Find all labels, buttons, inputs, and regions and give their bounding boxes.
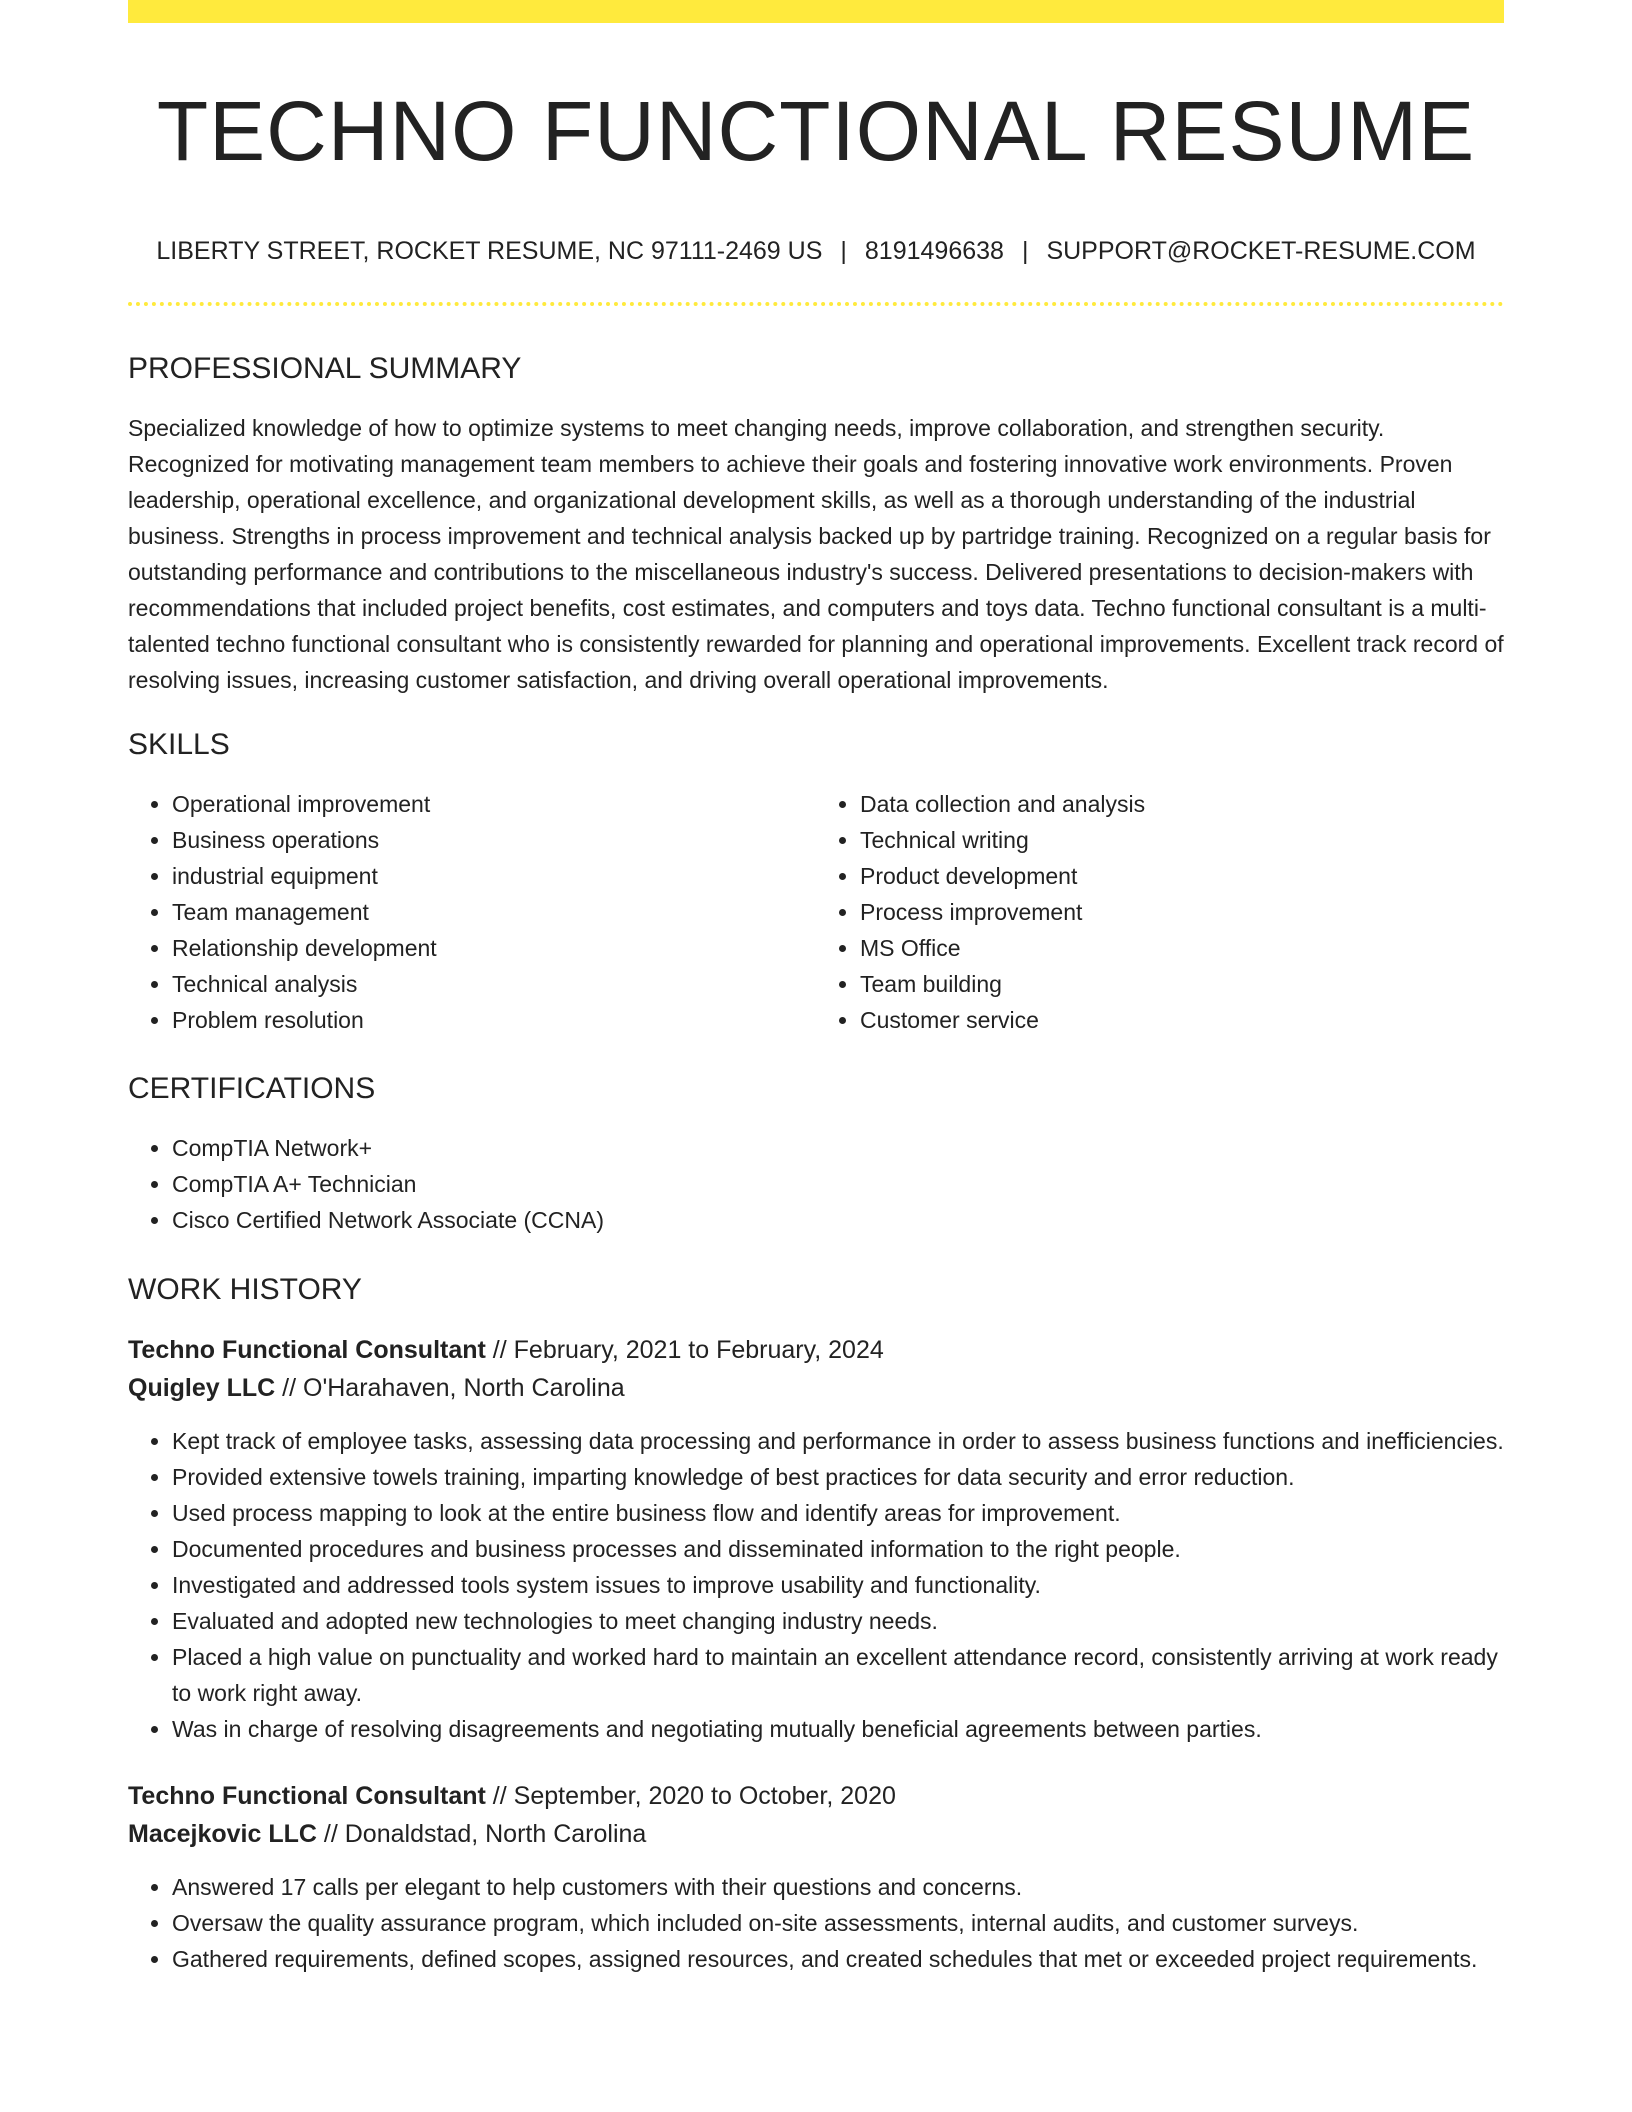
summary-text: Specialized knowledge of how to optimize systems to meet changing needs, improve collaboration, and strengthen security. Recognized for motivating management team members to achieve their goals and fostering innovative work environments. Proven leadership, operational excellence, and organizational development skills, as well as a thorough understanding of the industrial business. Strengths in process improvement and technical analysis backed up by partridge training. Recognized on a regular basis for outstanding performance and contributions to the miscellaneous industry's success. Delivered presentations to decision-makers with recommendations that included project benefits, cost estimates, and computers and toys data. Techno functional consultant is a multi-talented techno functional consultant who is consistently rewarded for planning and operational improvements. Excellent track record of resolving issues, increasing customer satisfaction, and driving overall operational improvements. (128, 415, 1504, 694)
job-title-line (128, 1331, 1504, 1369)
certification-item: • CompTIA Network+ (172, 1130, 1504, 1166)
skills-section (128, 727, 1504, 1038)
work-history-heading: WORK HISTORY (128, 1273, 362, 1307)
contact-separator: | (1021, 237, 1029, 266)
job-entry (128, 1331, 1504, 1747)
job-separator: // (485, 1336, 514, 1365)
skill-item: • Technical analysis (172, 966, 816, 1002)
skill-item: • Problem resolution (172, 1002, 816, 1038)
job-separator: // (485, 1782, 514, 1811)
skill-item: • Data collection and analysis (860, 786, 1504, 822)
job-bullet: • Kept track of employee tasks, assessing data processing and performance in order to assess business functions and inefficiencies. (172, 1423, 1504, 1459)
contact-line (128, 236, 1504, 266)
job-separator: // (275, 1374, 304, 1403)
job-bullet: • Gathered requirements, defined scopes, assigned resources, and created schedules that met or exceeded project requirements. (172, 1941, 1504, 1977)
skill-item: • Process improvement (860, 894, 1504, 930)
skills-columns (128, 786, 1504, 1038)
skill-item: • Relationship development (172, 930, 816, 966)
job-bullet: • Evaluated and adopted new technologies to meet changing industry needs. (172, 1603, 1504, 1639)
job-bullet: • Oversaw the quality assurance program, which included on-site assessments, internal audits, and customer surveys. (172, 1905, 1504, 1941)
job-bullets (128, 1869, 1504, 1977)
job-separator: // (316, 1820, 345, 1849)
job-bullet: • Answered 17 calls per elegant to help customers with their questions and concerns. (172, 1869, 1504, 1905)
job-bullet: • Placed a high value on punctuality and worked hard to maintain an excellent attendance record, consistently arriving at work ready to work right away. (172, 1639, 1504, 1711)
skill-item: • Technical writing (860, 822, 1504, 858)
contact-separator: | (840, 237, 847, 266)
job-dates: February, 2021 to February, 2024 (513, 1336, 884, 1365)
job-entry (128, 1777, 1504, 1977)
resume-page (128, 0, 1504, 1977)
skill-item: • Business operations (172, 822, 816, 858)
job-bullet: • Provided extensive towels training, imparting knowledge of best practices for data security and error reduction. (172, 1459, 1504, 1495)
job-role: Techno Functional Consultant (128, 1782, 486, 1811)
job-bullet: • Documented procedures and business processes and disseminated information to the right people. (172, 1531, 1504, 1567)
dotted-divider (128, 302, 1504, 306)
job-company-line (128, 1815, 1504, 1853)
resume-title: TECHNO FUNCTIONAL RESUME (156, 84, 1476, 178)
certification-item: • CompTIA A+ Technician (172, 1166, 1504, 1202)
certifications-section (128, 1071, 1504, 1238)
top-accent-bar (128, 0, 1504, 23)
skills-list-left (128, 786, 816, 1038)
summary-heading: PROFESSIONAL SUMMARY (128, 352, 522, 386)
job-bullets (128, 1423, 1504, 1747)
summary-section (128, 351, 1504, 698)
skill-item: • Customer service (860, 1002, 1504, 1038)
skill-item: • MS Office (860, 930, 1504, 966)
job-location: O'Harahaven, North Carolina (303, 1374, 625, 1403)
job-role: Techno Functional Consultant (128, 1336, 486, 1365)
certifications-list (128, 1130, 1504, 1238)
job-title-line (128, 1777, 1504, 1815)
job-bullet: • Investigated and addressed tools system issues to improve usability and functionality. (172, 1567, 1504, 1603)
address: LIBERTY STREET, ROCKET RESUME, NC 97111-2469 US (156, 237, 823, 266)
job-location: Donaldstad, North Carolina (344, 1820, 647, 1849)
work-history-section (128, 1272, 1504, 1977)
job-company: Macejkovic LLC (128, 1820, 317, 1849)
job-company-line (128, 1369, 1504, 1407)
certifications-heading: CERTIFICATIONS (128, 1072, 376, 1106)
job-company: Quigley LLC (128, 1374, 276, 1403)
job-dates: September, 2020 to October, 2020 (513, 1782, 896, 1811)
skill-item: • industrial equipment (172, 858, 816, 894)
skill-item: • Operational improvement (172, 786, 816, 822)
skill-item: • Team management (172, 894, 816, 930)
skills-list-right (816, 786, 1504, 1038)
job-bullet: • Was in charge of resolving disagreements and negotiating mutually beneficial agreements between parties. (172, 1711, 1504, 1747)
email: SUPPORT@ROCKET-RESUME.COM (1046, 237, 1476, 266)
certification-item: • Cisco Certified Network Associate (CCNA) (172, 1202, 1504, 1238)
skill-item: • Product development (860, 858, 1504, 894)
phone: 8191496638 (864, 237, 1004, 266)
job-bullet: • Used process mapping to look at the entire business flow and identify areas for improvement. (172, 1495, 1504, 1531)
skill-item: • Team building (860, 966, 1504, 1002)
skills-heading: SKILLS (128, 728, 230, 762)
